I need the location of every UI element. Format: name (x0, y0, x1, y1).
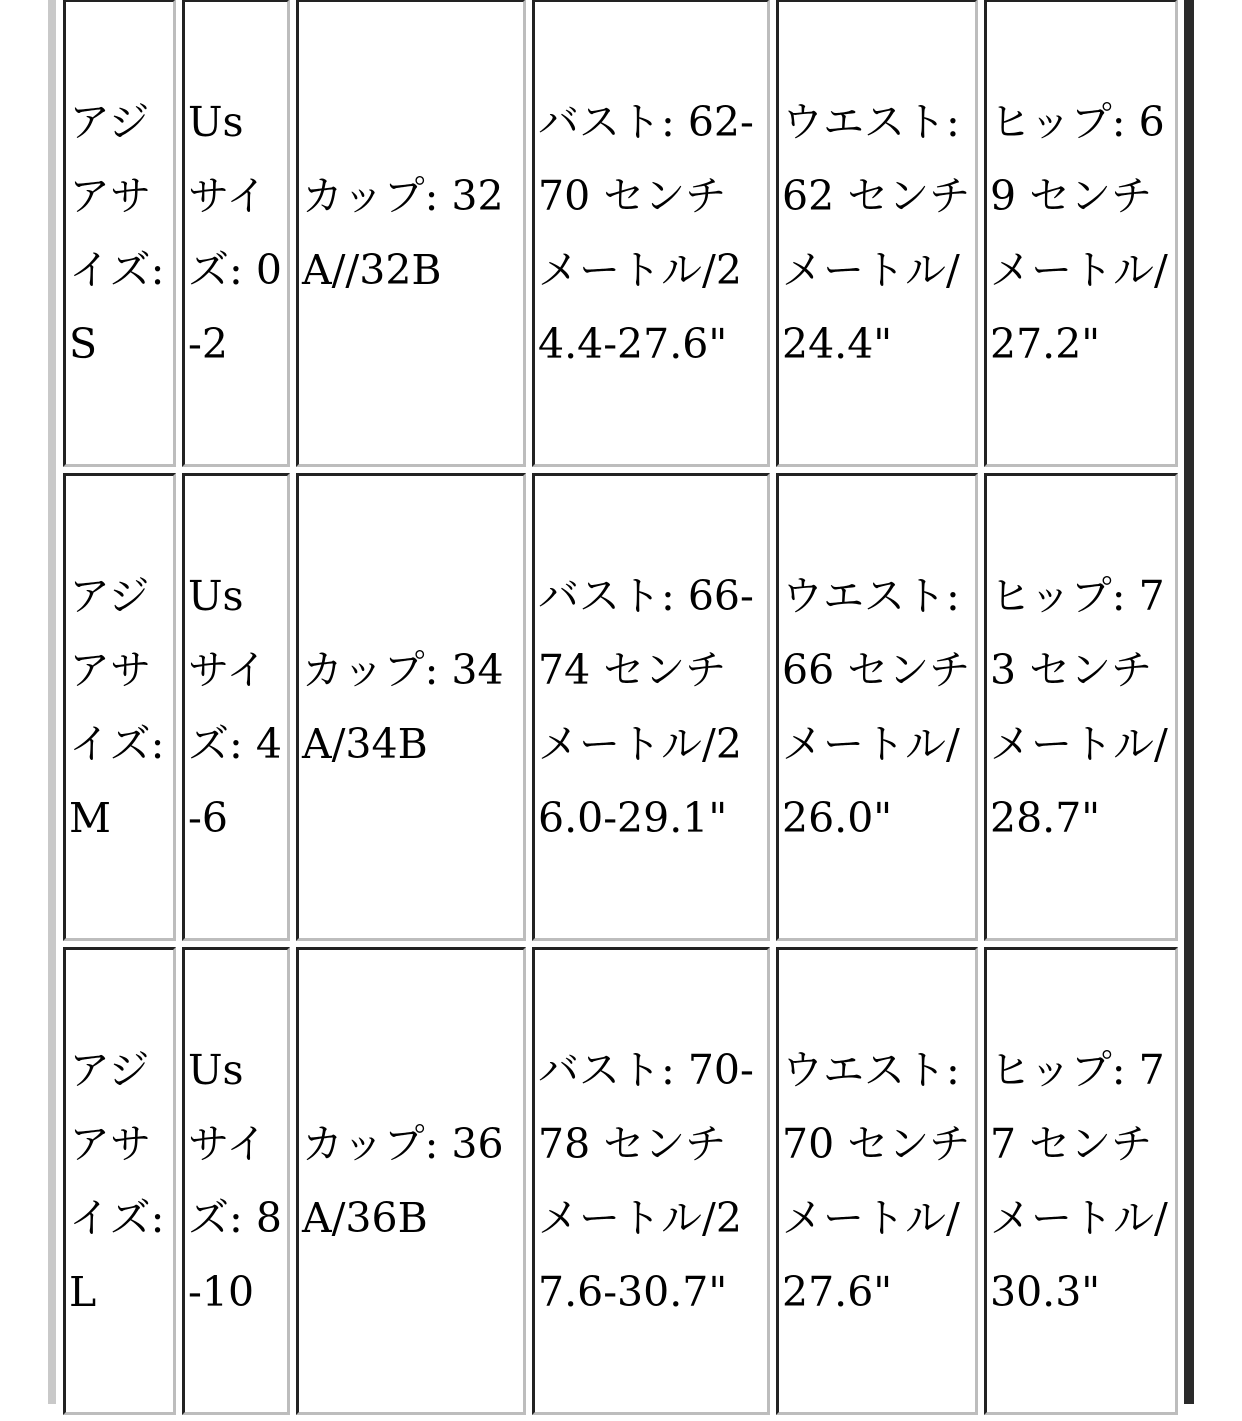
scrollbar-track[interactable] (1184, 0, 1194, 1404)
hip-text: ヒップ: 77 センチメートル/30.3" (990, 1046, 1168, 1316)
bust-cell (532, 473, 770, 941)
bust-text: バスト: 70-78 センチメートル/27.6-30.7" (538, 1046, 754, 1316)
asia-size-cell (63, 947, 176, 1415)
us-size-text: Us サイズ: 8-10 (188, 1046, 282, 1316)
asia-size-text: アジアサイズ: L (69, 1046, 165, 1316)
waist-cell (776, 947, 978, 1415)
hip-text: ヒップ: 73 センチメートル/28.7" (990, 572, 1168, 842)
table-row-s (63, 0, 1178, 467)
cup-text: カップ: 36A/36B (302, 1120, 504, 1242)
hip-text: ヒップ: 69 センチメートル/27.2" (990, 98, 1168, 368)
us-size-cell (182, 473, 290, 941)
cup-cell (296, 947, 526, 1415)
waist-text: ウエスト: 66 センチメートル/26.0" (782, 572, 971, 842)
hip-cell (984, 473, 1178, 941)
size-chart-table (57, 0, 1184, 1421)
bust-cell (532, 947, 770, 1415)
us-size-text: Us サイズ: 0-2 (188, 98, 282, 368)
us-size-text: Us サイズ: 4-6 (188, 572, 282, 842)
asia-size-text: アジアサイズ: S (69, 98, 165, 368)
us-size-cell (182, 947, 290, 1415)
cup-cell (296, 0, 526, 467)
waist-cell (776, 473, 978, 941)
bust-text: バスト: 66-74 センチメートル/26.0-29.1" (538, 572, 754, 842)
table-row-m (63, 473, 1178, 941)
table-row-l (63, 947, 1178, 1415)
us-size-cell (182, 0, 290, 467)
table-left-border (48, 0, 56, 1404)
cup-text: カップ: 32A//32B (302, 172, 504, 294)
bust-cell (532, 0, 770, 467)
hip-cell (984, 0, 1178, 467)
asia-size-cell (63, 0, 176, 467)
waist-text: ウエスト: 62 センチメートル/24.4" (782, 98, 971, 368)
cup-cell (296, 473, 526, 941)
hip-cell (984, 947, 1178, 1415)
waist-text: ウエスト: 70 センチメートル/27.6" (782, 1046, 971, 1316)
asia-size-text: アジアサイズ: M (69, 572, 165, 842)
bust-text: バスト: 62-70 センチメートル/24.4-27.6" (538, 98, 754, 368)
waist-cell (776, 0, 978, 467)
cup-text: カップ: 34A/34B (302, 646, 504, 768)
asia-size-cell (63, 473, 176, 941)
